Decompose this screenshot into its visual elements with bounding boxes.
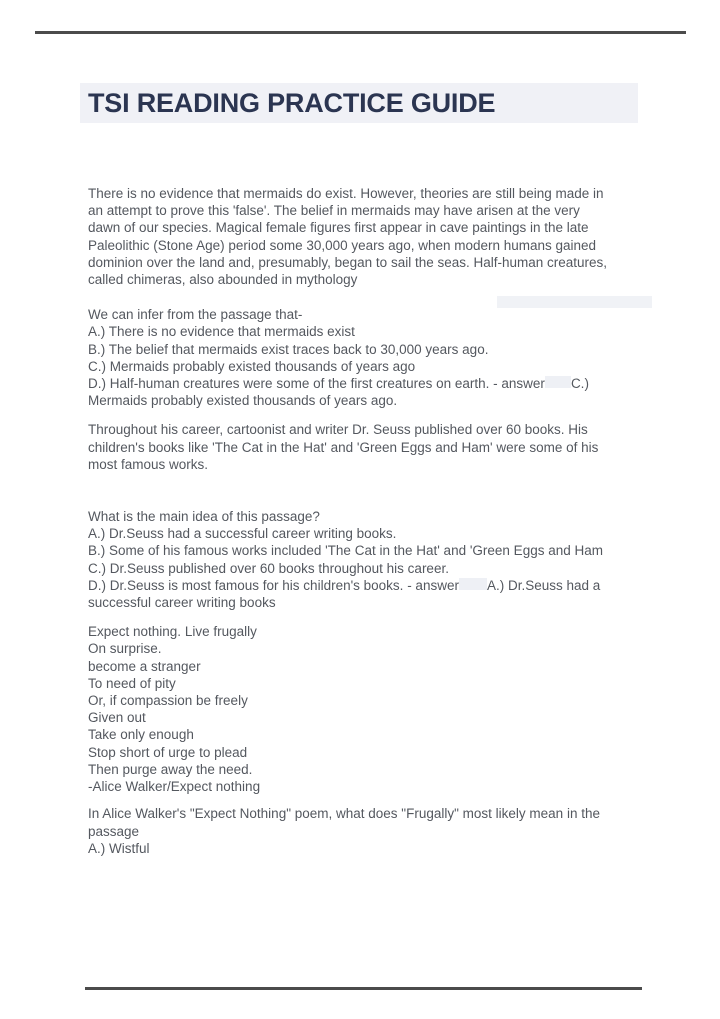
answer-option-b: B.) Some of his famous works included 'The Cat in the Hat' and 'Green Eggs and Ham <box>88 543 603 559</box>
question-prompt: In Alice Walker's "Expect Nothing" poem, what does "Frugally" most likely mean in the <box>88 806 600 822</box>
text-line: most famous works. <box>88 456 209 472</box>
answer-option-a: A.) There is no evidence that mermaids exist <box>88 324 355 340</box>
question-prompt-continuation: passage <box>88 823 140 839</box>
poem-line: Given out <box>88 710 146 726</box>
answer-option-d-line <box>88 577 660 594</box>
poem-attribution: -Alice Walker/Expect nothing <box>88 779 261 795</box>
text-line: called chimeras, also abounded in mythology <box>88 272 358 288</box>
poem-line: Stop short of urge to plead <box>88 744 248 760</box>
answer-option-d: D.) Half-human creatures were some of the first creatures on earth. - answer <box>88 376 545 392</box>
text-line: There is no evidence that mermaids do exist. However, theories are still being made in <box>88 186 604 201</box>
poem-line: Or, if compassion be freely <box>88 693 248 709</box>
correct-answer-label: C.) <box>570 376 589 392</box>
text-line: Throughout his career, cartoonist and writer Dr. Seuss published over 60 books. His <box>88 422 588 438</box>
document-body <box>88 185 660 857</box>
page-bottom-border <box>85 987 642 990</box>
answer-option-d-line <box>88 375 660 392</box>
answer-option-c: C.) Mermaids probably existed thousands of years ago <box>88 358 416 374</box>
poem-expect-nothing <box>88 623 660 795</box>
poem-line: Then purge away the need. <box>88 761 253 777</box>
poem-line: Take only enough <box>88 727 194 743</box>
correct-answer-label: A.) Dr.Seuss had a <box>486 577 601 593</box>
text-line: an attempt to prove this 'false'. The belief in mermaids may have arisen at the very <box>88 203 580 219</box>
question-prompt: We can infer from the passage that- <box>88 307 303 323</box>
answer-highlight-gap <box>459 578 487 590</box>
question-mermaids <box>88 306 660 409</box>
poem-line: become a stranger <box>88 658 201 674</box>
question-poem <box>88 805 660 857</box>
page-top-border <box>35 31 686 34</box>
correct-answer-continuation: successful career writing books <box>88 595 276 611</box>
correct-answer-continuation: Mermaids probably existed thousands of years ago. <box>88 393 398 409</box>
question-prompt: What is the main idea of this passage? <box>88 509 320 525</box>
poem-line: On surprise. <box>88 641 162 657</box>
question-seuss <box>88 508 660 611</box>
poem-line: To need of pity <box>88 675 176 691</box>
answer-option-d: D.) Dr.Seuss is most famous for his children's books. - answer <box>88 577 459 593</box>
poem-line: Expect nothing. Live frugally <box>88 624 257 640</box>
answer-option-a: A.) Dr.Seuss had a successful career writing books. <box>88 526 397 542</box>
document-title: TSI READING PRACTICE GUIDE <box>88 87 496 118</box>
passage-mermaids <box>88 185 660 288</box>
text-line: children's books like 'The Cat in the Hat' and 'Green Eggs and Ham' were some of his <box>88 439 599 455</box>
passage-seuss <box>88 421 660 473</box>
answer-option-c: C.) Dr.Seuss published over 60 books throughout his career. <box>88 560 449 576</box>
answer-option-b: B.) The belief that mermaids exist traces back to 30,000 years ago. <box>88 341 489 357</box>
title-highlight-band <box>80 83 638 123</box>
answer-option-a: A.) Wistful <box>88 840 150 856</box>
answer-highlight-gap <box>545 376 571 388</box>
text-line: dominion over the land and, presumably, began to sail the seas. Half-human creatures, <box>88 254 608 270</box>
text-line: dawn of our species. Magical female figures first appear in cave paintings in the late <box>88 220 589 236</box>
text-line: Paleolithic (Stone Age) period some 30,000 years ago, when modern humans gained <box>88 237 597 253</box>
